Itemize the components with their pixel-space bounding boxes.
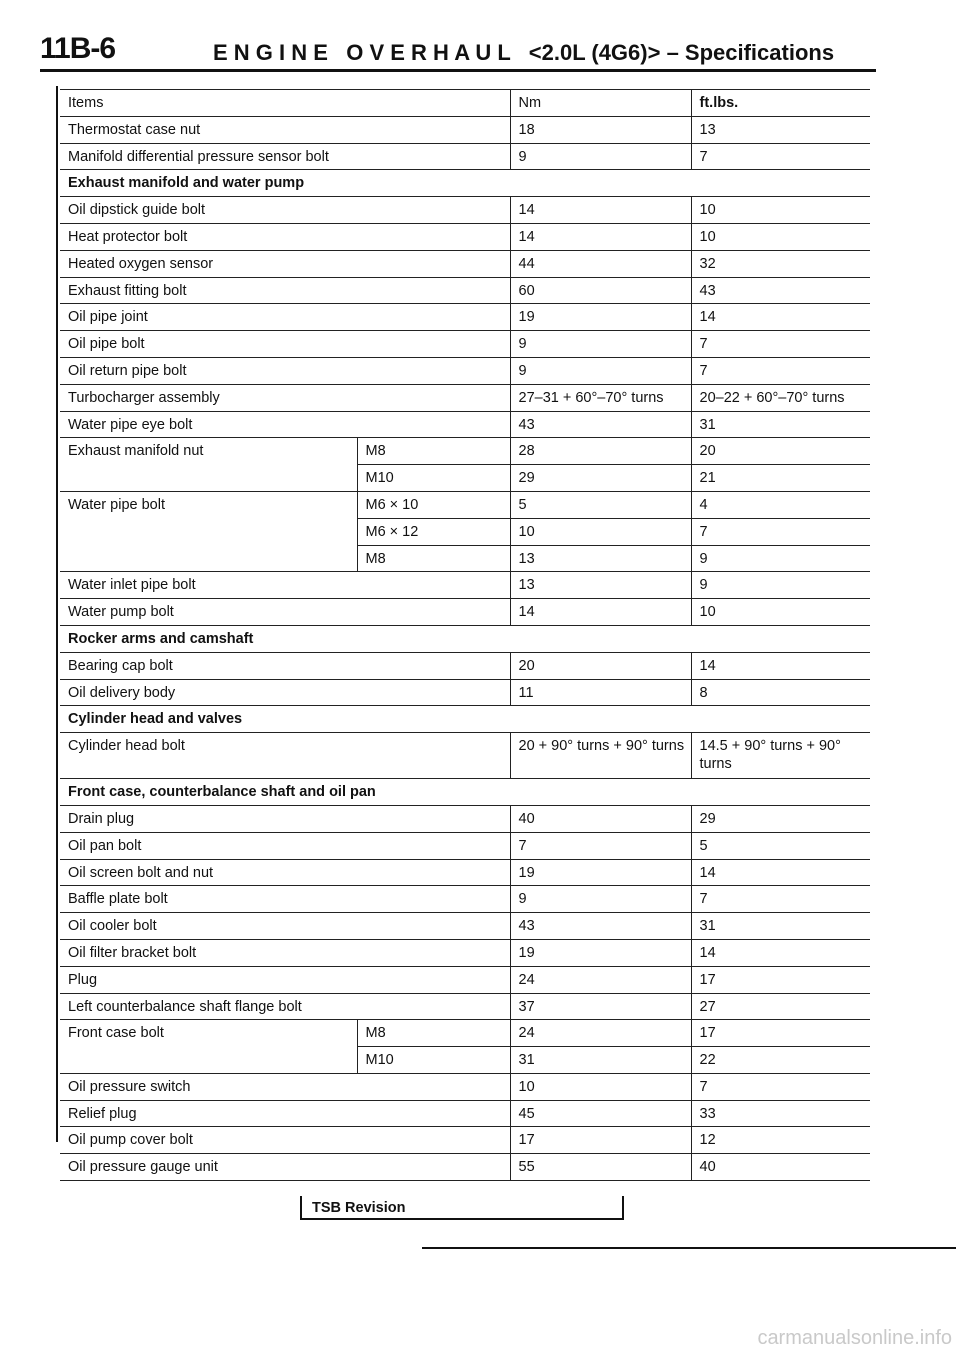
page-header-title: E N G I N E O V E R H A U L <2.0L (4G6)> – Specifications <box>213 40 835 65</box>
table-row <box>60 116 870 143</box>
size-cell: M6 × 10 <box>357 491 510 518</box>
table-row <box>60 679 870 706</box>
ftlbs-cell: 31 <box>691 411 870 438</box>
nm-cell: 19 <box>510 304 691 331</box>
nm-cell: 13 <box>510 572 691 599</box>
item-cell: Heat protector bolt <box>60 223 510 250</box>
ftlbs-cell: 8 <box>691 679 870 706</box>
ftlbs-cell: 7 <box>691 331 870 358</box>
nm-cell: 5 <box>510 491 691 518</box>
section-row <box>60 170 870 197</box>
table-row <box>60 277 870 304</box>
item-cell: Bearing cap bolt <box>60 652 510 679</box>
ftlbs-cell: 21 <box>691 465 870 492</box>
nm-cell: 24 <box>510 1020 691 1047</box>
table-row <box>60 223 870 250</box>
section-row <box>60 779 870 806</box>
nm-cell: 9 <box>510 143 691 170</box>
nm-cell: 40 <box>510 805 691 832</box>
ftlbs-cell: 5 <box>691 832 870 859</box>
nm-cell: 14 <box>510 599 691 626</box>
ftlbs-cell: 17 <box>691 966 870 993</box>
table-row <box>60 1154 870 1181</box>
nm-cell: 45 <box>510 1100 691 1127</box>
ftlbs-cell: 7 <box>691 886 870 913</box>
item-cell: Oil pipe joint <box>60 304 510 331</box>
item-cell: Oil pump cover bolt <box>60 1127 510 1154</box>
ftlbs-cell: 14 <box>691 859 870 886</box>
nm-cell: 19 <box>510 939 691 966</box>
item-cell: Turbocharger assembly <box>60 384 510 411</box>
ftlbs-cell: 13 <box>691 116 870 143</box>
table-row <box>60 357 870 384</box>
item-cell <box>60 465 357 492</box>
table-row <box>60 1127 870 1154</box>
size-cell: M8 <box>357 438 510 465</box>
item-cell: Oil cooler bolt <box>60 913 510 940</box>
nm-cell: 29 <box>510 465 691 492</box>
ftlbs-cell: 22 <box>691 1047 870 1074</box>
item-cell: Left counterbalance shaft flange bolt <box>60 993 510 1020</box>
nm-cell: 18 <box>510 116 691 143</box>
item-cell <box>60 1047 357 1074</box>
tsb-revision-box: TSB Revision <box>300 1196 624 1220</box>
table-row <box>60 859 870 886</box>
nm-cell: 10 <box>510 518 691 545</box>
table-row <box>60 465 870 492</box>
table-row <box>60 966 870 993</box>
item-cell: Heated oxygen sensor <box>60 250 510 277</box>
item-cell <box>60 518 357 545</box>
size-cell: M8 <box>357 1020 510 1047</box>
watermark: carmanualsonline.info <box>757 1327 952 1349</box>
table-row <box>60 733 870 779</box>
item-cell <box>60 545 357 572</box>
ftlbs-cell: 31 <box>691 913 870 940</box>
ftlbs-cell: 7 <box>691 518 870 545</box>
header-rule <box>40 69 876 72</box>
nm-cell: 17 <box>510 1127 691 1154</box>
item-cell: Oil pan bolt <box>60 832 510 859</box>
nm-cell: 24 <box>510 966 691 993</box>
ftlbs-cell: 7 <box>691 1073 870 1100</box>
table-row <box>60 384 870 411</box>
page-code: 11B-6 <box>40 32 116 65</box>
ftlbs-cell: 9 <box>691 545 870 572</box>
nm-cell: 9 <box>510 357 691 384</box>
footer-rule <box>422 1247 956 1249</box>
ftlbs-cell: 12 <box>691 1127 870 1154</box>
ftlbs-cell: 14 <box>691 652 870 679</box>
table-row <box>60 1100 870 1127</box>
item-cell: Water inlet pipe bolt <box>60 572 510 599</box>
table-row <box>60 438 870 465</box>
torque-specs-body <box>60 90 870 1181</box>
nm-cell: 43 <box>510 913 691 940</box>
table-row <box>60 304 870 331</box>
table-row <box>60 832 870 859</box>
item-cell: Exhaust manifold nut <box>60 438 357 465</box>
item-cell: Water pump bolt <box>60 599 510 626</box>
ftlbs-cell: 7 <box>691 357 870 384</box>
nm-cell: 14 <box>510 197 691 224</box>
item-cell: Thermostat case nut <box>60 116 510 143</box>
ftlbs-cell: 20 <box>691 438 870 465</box>
table-row <box>60 331 870 358</box>
size-cell: M10 <box>357 1047 510 1074</box>
table-row <box>60 250 870 277</box>
item-cell: Oil screen bolt and nut <box>60 859 510 886</box>
table-row <box>60 1073 870 1100</box>
item-cell: Cylinder head bolt <box>60 733 510 779</box>
item-cell: Water pipe eye bolt <box>60 411 510 438</box>
ftlbs-cell: 43 <box>691 277 870 304</box>
nm-cell: 27–31 + 60°–70° turns <box>510 384 691 411</box>
column-header-nm: Nm <box>510 90 691 117</box>
ftlbs-cell: 29 <box>691 805 870 832</box>
item-cell: Oil pressure switch <box>60 1073 510 1100</box>
item-cell: Manifold differential pressure sensor bolt <box>60 143 510 170</box>
ftlbs-cell: 40 <box>691 1154 870 1181</box>
table-row <box>60 939 870 966</box>
section-row <box>60 625 870 652</box>
ftlbs-cell: 10 <box>691 223 870 250</box>
table-row <box>60 518 870 545</box>
size-cell: M8 <box>357 545 510 572</box>
ftlbs-cell: 4 <box>691 491 870 518</box>
table-row <box>60 913 870 940</box>
table-row <box>60 572 870 599</box>
nm-cell: 13 <box>510 545 691 572</box>
section-heading: Cylinder head and valves <box>60 706 870 733</box>
left-margin-rule <box>56 86 58 1142</box>
table-row <box>60 1047 870 1074</box>
item-cell: Drain plug <box>60 805 510 832</box>
ftlbs-cell: 10 <box>691 197 870 224</box>
ftlbs-cell: 33 <box>691 1100 870 1127</box>
nm-cell: 44 <box>510 250 691 277</box>
column-header-items: Items <box>60 90 510 117</box>
ftlbs-cell: 17 <box>691 1020 870 1047</box>
nm-cell: 9 <box>510 886 691 913</box>
nm-cell: 14 <box>510 223 691 250</box>
item-cell: Front case bolt <box>60 1020 357 1047</box>
ftlbs-cell: 20–22 + 60°–70° turns <box>691 384 870 411</box>
item-cell: Oil delivery body <box>60 679 510 706</box>
table-row <box>60 886 870 913</box>
item-cell: Exhaust fitting bolt <box>60 277 510 304</box>
section-heading: Rocker arms and camshaft <box>60 625 870 652</box>
ftlbs-cell: 7 <box>691 143 870 170</box>
nm-cell: 9 <box>510 331 691 358</box>
item-cell: Relief plug <box>60 1100 510 1127</box>
ftlbs-cell: 14 <box>691 939 870 966</box>
ftlbs-cell: 9 <box>691 572 870 599</box>
nm-cell: 55 <box>510 1154 691 1181</box>
table-row <box>60 993 870 1020</box>
nm-cell: 28 <box>510 438 691 465</box>
size-cell: M10 <box>357 465 510 492</box>
nm-cell: 7 <box>510 832 691 859</box>
item-cell: Plug <box>60 966 510 993</box>
nm-cell: 37 <box>510 993 691 1020</box>
ftlbs-cell: 32 <box>691 250 870 277</box>
item-cell: Oil return pipe bolt <box>60 357 510 384</box>
item-cell: Water pipe bolt <box>60 491 357 518</box>
ftlbs-cell: 14 <box>691 304 870 331</box>
item-cell: Oil pipe bolt <box>60 331 510 358</box>
ftlbs-cell: 10 <box>691 599 870 626</box>
ftlbs-cell: 14.5 + 90° turns + 90° turns <box>691 733 870 779</box>
nm-cell: 31 <box>510 1047 691 1074</box>
nm-cell: 60 <box>510 277 691 304</box>
nm-cell: 10 <box>510 1073 691 1100</box>
nm-cell: 20 + 90° turns + 90° turns <box>510 733 691 779</box>
table-row <box>60 545 870 572</box>
item-cell: Oil pressure gauge unit <box>60 1154 510 1181</box>
table-row <box>60 411 870 438</box>
table-row <box>60 491 870 518</box>
size-cell: M6 × 12 <box>357 518 510 545</box>
nm-cell: 43 <box>510 411 691 438</box>
table-row <box>60 143 870 170</box>
section-row <box>60 706 870 733</box>
table-row <box>60 805 870 832</box>
nm-cell: 20 <box>510 652 691 679</box>
table-header-row <box>60 90 870 117</box>
table-row <box>60 652 870 679</box>
item-cell: Oil filter bracket bolt <box>60 939 510 966</box>
item-cell: Baffle plate bolt <box>60 886 510 913</box>
torque-specs-table <box>60 89 870 1181</box>
column-header-ftlbs: ft.lbs. <box>691 90 870 117</box>
nm-cell: 19 <box>510 859 691 886</box>
table-row <box>60 1020 870 1047</box>
table-row <box>60 599 870 626</box>
section-heading: Exhaust manifold and water pump <box>60 170 870 197</box>
item-cell: Oil dipstick guide bolt <box>60 197 510 224</box>
section-heading: Front case, counterbalance shaft and oil pan <box>60 779 870 806</box>
nm-cell: 11 <box>510 679 691 706</box>
ftlbs-cell: 27 <box>691 993 870 1020</box>
table-row <box>60 197 870 224</box>
